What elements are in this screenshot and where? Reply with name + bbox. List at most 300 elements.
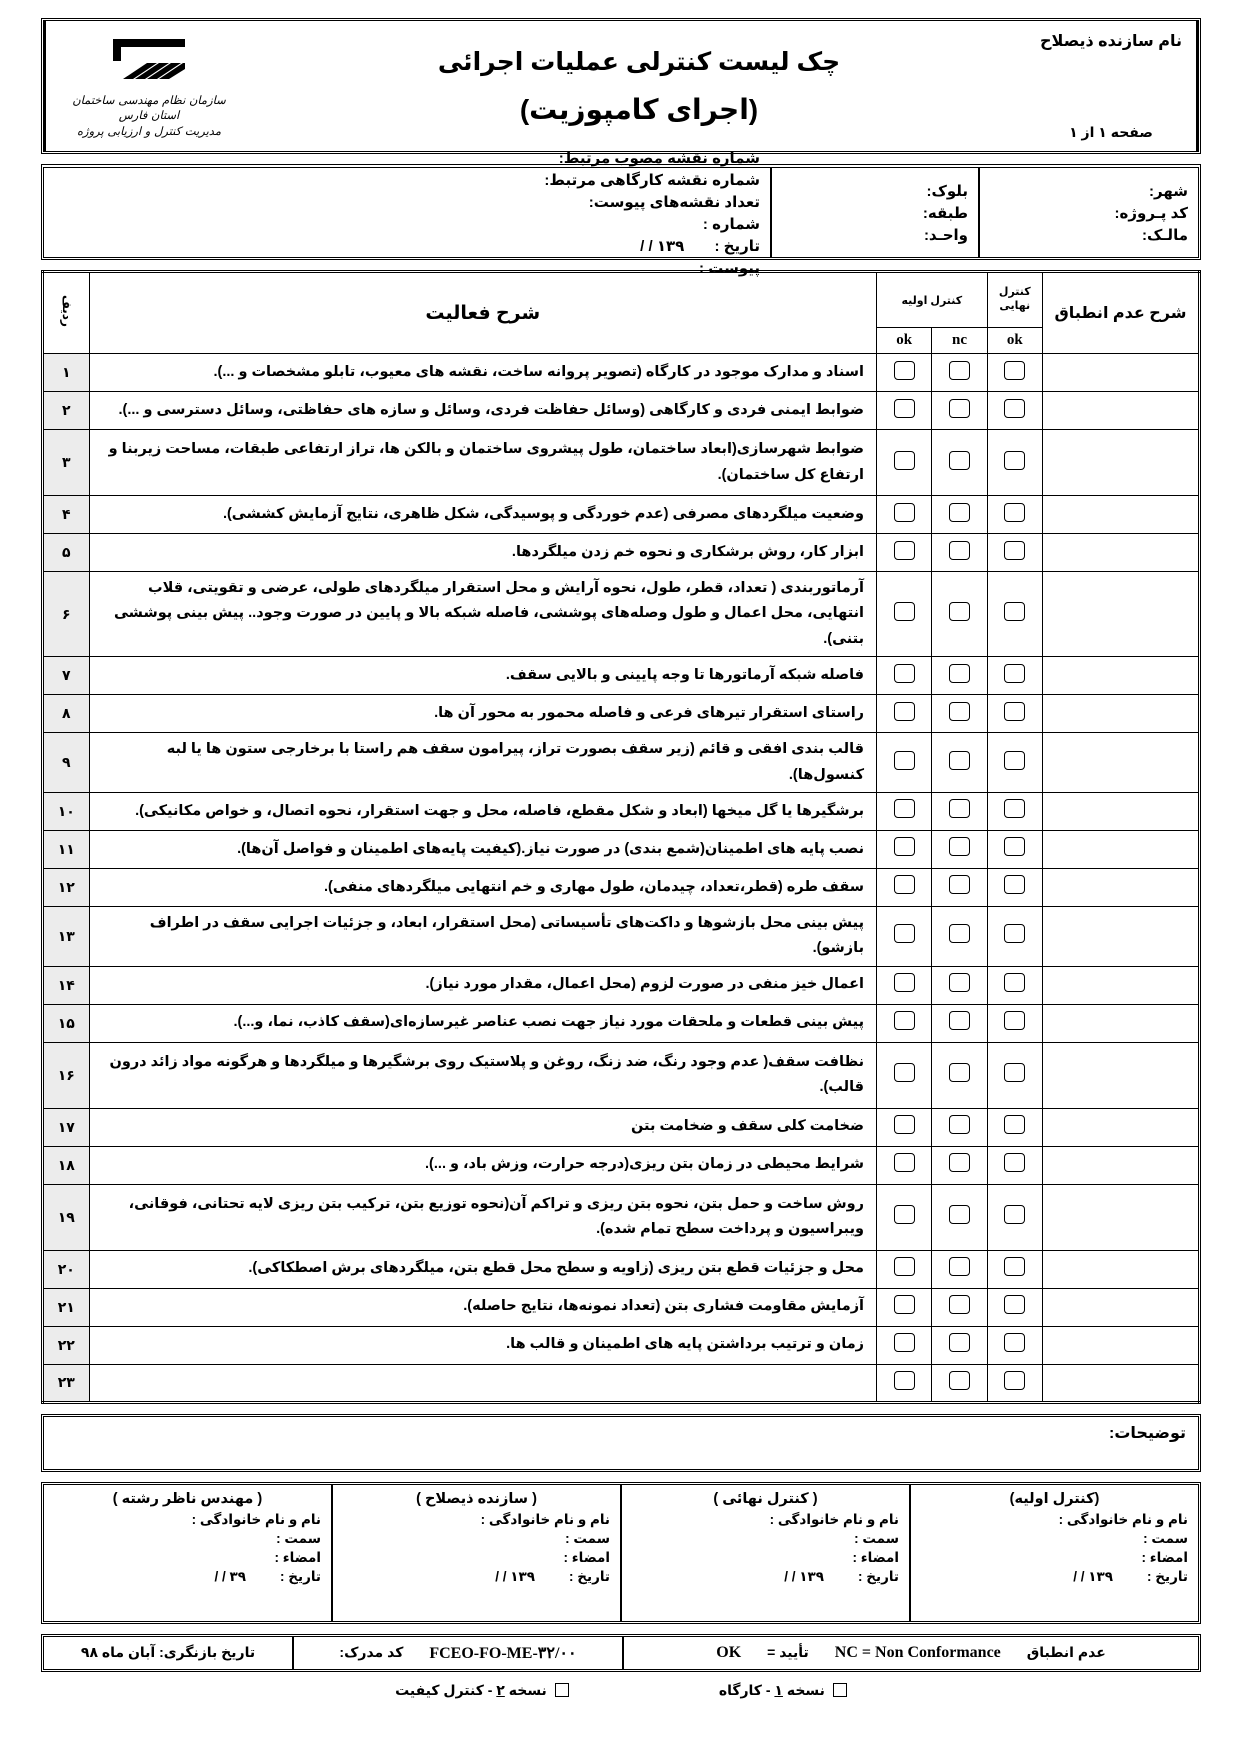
table-row bbox=[43, 906, 1200, 966]
checkbox-initial-ok[interactable] bbox=[894, 875, 915, 894]
checkbox-initial-nc[interactable] bbox=[949, 1333, 970, 1352]
cell-checkbox-initial-nc[interactable] bbox=[932, 392, 987, 430]
checkbox-final-ok[interactable] bbox=[1004, 1153, 1025, 1172]
field-approved-drawing-no[interactable]: شماره نقشه مصوب مرتبط: bbox=[558, 149, 760, 167]
cell-activity-description: شرایط محیطی در زمان بتن ریزی(درجه حرارت، وزش باد، و ...). bbox=[89, 1146, 877, 1184]
checkbox-final-ok[interactable] bbox=[1004, 451, 1025, 470]
cell-activity-description: سقف طره (قطر،تعداد، چیدمان، طول مهاری و خم انتهایی میلگردهای منفی). bbox=[89, 868, 877, 906]
cell-row-number: ۴ bbox=[43, 496, 90, 534]
cell-row-number: ۲۳ bbox=[43, 1364, 90, 1402]
signature-name-field[interactable]: نام و نام خانوادگی : bbox=[1058, 1511, 1188, 1527]
table-row bbox=[43, 1146, 1200, 1184]
checkbox-initial-nc[interactable] bbox=[949, 1295, 970, 1314]
checkbox-initial-nc[interactable] bbox=[949, 799, 970, 818]
cell-checkbox-final-ok[interactable] bbox=[987, 657, 1042, 695]
checkbox-final-ok[interactable] bbox=[1004, 541, 1025, 560]
field-date[interactable] bbox=[54, 237, 760, 255]
legend-document-code bbox=[294, 1637, 624, 1669]
cell-checkbox-initial-nc[interactable] bbox=[932, 1288, 987, 1326]
field-block[interactable]: بلوک: bbox=[926, 182, 968, 200]
cell-row-number: ۱۳ bbox=[43, 906, 90, 966]
checkbox-initial-nc[interactable] bbox=[949, 503, 970, 522]
cell-checkbox-initial-nc[interactable] bbox=[932, 1250, 987, 1288]
table-row bbox=[43, 657, 1200, 695]
checkbox-initial-nc[interactable] bbox=[949, 973, 970, 992]
cell-checkbox-final-ok[interactable] bbox=[987, 966, 1042, 1004]
signature-date-field[interactable] bbox=[632, 1569, 899, 1585]
checkbox-final-ok[interactable] bbox=[1004, 1011, 1025, 1030]
checkbox-initial-ok[interactable] bbox=[894, 664, 915, 683]
cell-checkbox-initial-ok[interactable] bbox=[877, 868, 932, 906]
signature-block bbox=[44, 1485, 333, 1621]
cell-checkbox-initial-ok[interactable] bbox=[877, 392, 932, 430]
cell-checkbox-final-ok[interactable] bbox=[987, 392, 1042, 430]
cell-row-number: ۱۲ bbox=[43, 868, 90, 906]
cell-activity-description: آزمایش مقاومت فشاری بتن (تعداد نمونه‌ها، نتایج حاصله). bbox=[89, 1288, 877, 1326]
notes-section[interactable] bbox=[41, 1414, 1201, 1472]
checkbox-initial-nc[interactable] bbox=[949, 602, 970, 621]
org-line-3: مدیریت کنترل و ارزیابی پروژه bbox=[77, 123, 221, 138]
checkbox-initial-ok[interactable] bbox=[894, 503, 915, 522]
legend-revision-date bbox=[44, 1637, 294, 1669]
page-title: چک لیست کنترلی عملیات اجرائی bbox=[437, 47, 841, 76]
cell-checkbox-initial-nc[interactable] bbox=[932, 1364, 987, 1402]
cell-nonconformance-note[interactable] bbox=[1042, 354, 1199, 392]
cell-nonconformance-note[interactable] bbox=[1042, 792, 1199, 830]
signature-block bbox=[333, 1485, 622, 1621]
checkbox-final-ok[interactable] bbox=[1004, 924, 1025, 943]
signature-role-field[interactable]: سمت : bbox=[854, 1530, 899, 1546]
signature-sign-field[interactable]: امضاء : bbox=[1141, 1549, 1188, 1565]
table-row bbox=[43, 1364, 1200, 1402]
cell-row-number: ۲ bbox=[43, 392, 90, 430]
copy-option[interactable] bbox=[719, 1682, 847, 1699]
document-code-value: FCEO-FO-ME-۳۲/۰۰ bbox=[429, 1644, 577, 1662]
checkbox-initial-ok[interactable] bbox=[894, 1205, 915, 1224]
table-row bbox=[43, 1326, 1200, 1364]
cell-row-number: ۲۲ bbox=[43, 1326, 90, 1364]
table-row bbox=[43, 354, 1200, 392]
cell-checkbox-initial-ok[interactable] bbox=[877, 733, 932, 793]
cell-checkbox-initial-nc[interactable] bbox=[932, 657, 987, 695]
checkbox-initial-ok[interactable] bbox=[894, 451, 915, 470]
cell-nonconformance-note[interactable] bbox=[1042, 1184, 1199, 1250]
signature-date-field[interactable] bbox=[54, 1569, 321, 1585]
document-code-label: کد مدرک: bbox=[339, 1644, 404, 1661]
cell-activity-description: آرماتوربندی ( تعداد، قطر، طول، نحوه آرایش و محل استقرار میلگردهای طولی، عرضی و تقویتی، قلاب انتهایی، محل اعمال و طول وصله‌های پوششی، فاصله شبکه بالا و پایین در صورت وجود.. پیش بینی پوششی بتنی). bbox=[89, 572, 877, 657]
signature-sign-field[interactable]: امضاء : bbox=[563, 1549, 610, 1565]
legend-bar bbox=[41, 1634, 1201, 1672]
checkbox-final-ok[interactable] bbox=[1004, 664, 1025, 683]
org-line-1: سازمان نظام مهندسی ساختمان bbox=[72, 92, 226, 107]
cell-nonconformance-note[interactable] bbox=[1042, 496, 1199, 534]
cell-activity-description: اسناد و مدارک موجود در کارگاه (تصویر پروانه ساخت، نقشه های معیوب، تابلو مشخصات و ...). bbox=[89, 354, 877, 392]
cell-nonconformance-note[interactable] bbox=[1042, 1326, 1199, 1364]
table-row bbox=[43, 1250, 1200, 1288]
cell-checkbox-initial-nc[interactable] bbox=[932, 906, 987, 966]
checkbox-final-ok[interactable] bbox=[1004, 1295, 1025, 1314]
cell-activity-description: نصب پایه های اطمینان(شمع بندی) در صورت نیاز.(کیفیت پایه‌های اطمینان و فواصل آن‌ها). bbox=[89, 830, 877, 868]
checkbox-initial-ok[interactable] bbox=[894, 924, 915, 943]
cell-checkbox-initial-nc[interactable] bbox=[932, 354, 987, 392]
checkbox-final-ok[interactable] bbox=[1004, 1205, 1025, 1224]
checkbox-initial-nc[interactable] bbox=[949, 1115, 970, 1134]
signature-role-field[interactable]: سمت : bbox=[1143, 1530, 1188, 1546]
checkbox-initial-ok[interactable] bbox=[894, 1115, 915, 1134]
signature-name-field[interactable]: نام و نام خانوادگی : bbox=[480, 1511, 610, 1527]
field-shop-drawing-no[interactable]: شماره نقشه کارگاهی مرتبط: bbox=[544, 171, 760, 189]
cell-checkbox-final-ok[interactable] bbox=[987, 868, 1042, 906]
signature-name-field[interactable]: نام و نام خانوادگی : bbox=[769, 1511, 899, 1527]
cell-row-number: ۱۴ bbox=[43, 966, 90, 1004]
header-title-cell bbox=[252, 21, 1026, 151]
checkbox-initial-ok[interactable] bbox=[894, 1063, 915, 1082]
cell-nonconformance-note[interactable] bbox=[1042, 1250, 1199, 1288]
checkbox-final-ok[interactable] bbox=[1004, 799, 1025, 818]
checkbox-initial-ok[interactable] bbox=[894, 973, 915, 992]
checkbox-final-ok[interactable] bbox=[1004, 602, 1025, 621]
checkbox-initial-ok[interactable] bbox=[894, 602, 915, 621]
cell-checkbox-initial-nc[interactable] bbox=[932, 792, 987, 830]
checkbox-initial-nc[interactable] bbox=[949, 1063, 970, 1082]
document-header bbox=[41, 18, 1201, 154]
cell-row-number: ۱۱ bbox=[43, 830, 90, 868]
checkbox-initial-ok[interactable] bbox=[894, 361, 915, 380]
table-row bbox=[43, 792, 1200, 830]
cell-checkbox-final-ok[interactable] bbox=[987, 354, 1042, 392]
signature-caption: ( سازنده ذیصلاح ) bbox=[416, 1490, 537, 1507]
checkbox-initial-ok[interactable] bbox=[894, 541, 915, 560]
cell-checkbox-initial-ok[interactable] bbox=[877, 1250, 932, 1288]
cell-nonconformance-note[interactable] bbox=[1042, 1364, 1199, 1402]
info-column-location bbox=[980, 168, 1198, 257]
cell-checkbox-final-ok[interactable] bbox=[987, 733, 1042, 793]
checkbox-final-ok[interactable] bbox=[1004, 837, 1025, 856]
legend-approve-en: OK bbox=[716, 1643, 742, 1661]
signature-date-value: ۳۹ / / bbox=[214, 1568, 247, 1584]
checkbox-initial-ok[interactable] bbox=[894, 799, 915, 818]
signature-date-field[interactable] bbox=[921, 1569, 1188, 1585]
cell-checkbox-initial-ok[interactable] bbox=[877, 1004, 932, 1042]
cell-checkbox-initial-ok[interactable] bbox=[877, 695, 932, 733]
cell-row-number: ۱۶ bbox=[43, 1042, 90, 1108]
checkbox-initial-ok[interactable] bbox=[894, 751, 915, 770]
cell-nonconformance-note[interactable] bbox=[1042, 430, 1199, 496]
cell-checkbox-initial-nc[interactable] bbox=[932, 534, 987, 572]
checkbox-initial-ok[interactable] bbox=[894, 837, 915, 856]
checkbox-final-ok[interactable] bbox=[1004, 503, 1025, 522]
legend-nonconformance-fa: عدم انطباق bbox=[1026, 1644, 1106, 1661]
field-floor[interactable]: طبقه: bbox=[922, 204, 968, 222]
checkbox-initial-ok[interactable] bbox=[894, 1295, 915, 1314]
cell-checkbox-final-ok[interactable] bbox=[987, 1326, 1042, 1364]
copy-label-prefix: نسخه bbox=[786, 1681, 825, 1698]
cell-checkbox-initial-ok[interactable] bbox=[877, 1146, 932, 1184]
checkbox-initial-ok[interactable] bbox=[894, 399, 915, 418]
copy-label-suffix: - کارگاه bbox=[718, 1681, 771, 1698]
cell-checkbox-initial-ok[interactable] bbox=[877, 906, 932, 966]
checkbox-final-ok[interactable] bbox=[1004, 1333, 1025, 1352]
cell-checkbox-initial-ok[interactable] bbox=[877, 1364, 932, 1402]
table-row bbox=[43, 868, 1200, 906]
checkbox-initial-nc[interactable] bbox=[949, 1011, 970, 1030]
cell-checkbox-final-ok[interactable] bbox=[987, 1042, 1042, 1108]
table-row bbox=[43, 830, 1200, 868]
cell-row-number: ۱ bbox=[43, 354, 90, 392]
checkbox-final-ok[interactable] bbox=[1004, 1115, 1025, 1134]
cell-checkbox-final-ok[interactable] bbox=[987, 1364, 1042, 1402]
copies-row bbox=[41, 1682, 1201, 1699]
cell-activity-description: ضوابط ایمنی فردی و کارگاهی (وسائل حفاظت فردی، وسائل و سازه های حفاظتی، وسائل دسترسی و ...). bbox=[89, 392, 877, 430]
cell-checkbox-initial-nc[interactable] bbox=[932, 1042, 987, 1108]
cell-checkbox-initial-ok[interactable] bbox=[877, 1326, 932, 1364]
cell-checkbox-initial-ok[interactable] bbox=[877, 430, 932, 496]
checkbox-initial-ok[interactable] bbox=[894, 1257, 915, 1276]
cell-activity-description: ضوابط شهرسازی(ابعاد ساختمان، طول پیشروی ساختمان و بالکن ها، تراز ارتفاعی طبقات، مساحت زیربنا و ارتفاع کل ساختمان). bbox=[89, 430, 877, 496]
cell-checkbox-final-ok[interactable] bbox=[987, 534, 1042, 572]
cell-checkbox-initial-nc[interactable] bbox=[932, 1184, 987, 1250]
cell-checkbox-initial-nc[interactable] bbox=[932, 966, 987, 1004]
checkbox-initial-ok[interactable] bbox=[894, 702, 915, 721]
cell-checkbox-initial-ok[interactable] bbox=[877, 496, 932, 534]
cell-nonconformance-note[interactable] bbox=[1042, 966, 1199, 1004]
organization-name bbox=[72, 93, 226, 140]
cell-checkbox-final-ok[interactable] bbox=[987, 1146, 1042, 1184]
cell-checkbox-initial-ok[interactable] bbox=[877, 1184, 932, 1250]
cell-checkbox-final-ok[interactable] bbox=[987, 906, 1042, 966]
checkbox-initial-nc[interactable] bbox=[949, 664, 970, 683]
cell-checkbox-initial-ok[interactable] bbox=[877, 657, 932, 695]
checkbox-initial-ok[interactable] bbox=[894, 1011, 915, 1030]
table-row bbox=[43, 496, 1200, 534]
signature-block bbox=[622, 1485, 911, 1621]
signature-date-label: تاریخ : bbox=[569, 1568, 610, 1584]
cell-row-number: ۱۸ bbox=[43, 1146, 90, 1184]
signature-role-field[interactable]: سمت : bbox=[276, 1530, 321, 1546]
field-owner[interactable]: مالـک: bbox=[1141, 226, 1188, 244]
cell-nonconformance-note[interactable] bbox=[1042, 868, 1199, 906]
checkbox-initial-nc[interactable] bbox=[949, 1371, 970, 1390]
table-row bbox=[43, 572, 1200, 657]
copy-label bbox=[395, 1682, 547, 1699]
cell-checkbox-final-ok[interactable] bbox=[987, 430, 1042, 496]
checkbox-initial-ok[interactable] bbox=[894, 1371, 915, 1390]
checkbox-initial-nc[interactable] bbox=[949, 451, 970, 470]
checkbox-initial-nc[interactable] bbox=[949, 1205, 970, 1224]
cell-checkbox-initial-nc[interactable] bbox=[932, 1108, 987, 1146]
cell-activity-description: قالب بندی افقی و قائم (زیر سقف بصورت تراز، پیرامون سقف هم راستا با برخارجی ستون ها یا لبه کنسول‌ها). bbox=[89, 733, 877, 793]
table-row bbox=[43, 1004, 1200, 1042]
signature-name-field[interactable]: نام و نام خانوادگی : bbox=[191, 1511, 321, 1527]
cell-row-number: ۵ bbox=[43, 534, 90, 572]
header-logo-cell bbox=[44, 21, 252, 151]
field-attached-drawings-count[interactable]: تعداد نقشه‌های پیوست: bbox=[588, 193, 760, 211]
cell-nonconformance-note[interactable] bbox=[1042, 657, 1199, 695]
field-city[interactable]: شهر: bbox=[1149, 182, 1188, 200]
cell-row-number: ۹ bbox=[43, 733, 90, 793]
cell-nonconformance-note[interactable] bbox=[1042, 1004, 1199, 1042]
maker-name-label: نام سازنده ذیصلاح bbox=[1040, 33, 1182, 50]
cell-nonconformance-note[interactable] bbox=[1042, 830, 1199, 868]
cell-checkbox-initial-ok[interactable] bbox=[877, 792, 932, 830]
cell-activity-description: فاصله شبکه آرماتورها تا وجه پایینی و بالایی سقف. bbox=[89, 657, 877, 695]
checkbox-final-ok[interactable] bbox=[1004, 1063, 1025, 1082]
cell-row-number: ۲۱ bbox=[43, 1288, 90, 1326]
field-number[interactable]: شماره : bbox=[702, 215, 760, 233]
checkbox-final-ok[interactable] bbox=[1004, 399, 1025, 418]
checkbox-initial-nc[interactable] bbox=[949, 1153, 970, 1172]
signature-sign-field[interactable]: امضاء : bbox=[852, 1549, 899, 1565]
cell-checkbox-final-ok[interactable] bbox=[987, 792, 1042, 830]
field-attachment[interactable]: پیوست : bbox=[699, 259, 760, 277]
notes-label: توضیحات: bbox=[1109, 1424, 1186, 1442]
table-row bbox=[43, 534, 1200, 572]
cell-nonconformance-note[interactable] bbox=[1042, 1146, 1199, 1184]
cell-activity-description: محل و جزئیات قطع بتن ریزی (زاویه و سطح محل قطع بتن، میلگردهای برش اصطکاکی). bbox=[89, 1250, 877, 1288]
checkbox-initial-nc[interactable] bbox=[949, 924, 970, 943]
copy-checkbox[interactable] bbox=[833, 1683, 847, 1697]
th-final-control-line1: کنترل bbox=[998, 286, 1031, 299]
cell-checkbox-initial-ok[interactable] bbox=[877, 534, 932, 572]
cell-checkbox-initial-nc[interactable] bbox=[932, 1004, 987, 1042]
cell-nonconformance-note[interactable] bbox=[1042, 534, 1199, 572]
signature-block bbox=[911, 1485, 1198, 1621]
cell-checkbox-final-ok[interactable] bbox=[987, 1108, 1042, 1146]
checkbox-initial-nc[interactable] bbox=[949, 702, 970, 721]
checkbox-final-ok[interactable] bbox=[1004, 751, 1025, 770]
cell-checkbox-final-ok[interactable] bbox=[987, 1250, 1042, 1288]
table-body bbox=[43, 354, 1200, 1403]
table-row bbox=[43, 1108, 1200, 1146]
checkbox-final-ok[interactable] bbox=[1004, 973, 1025, 992]
signature-sign-field[interactable]: امضاء : bbox=[274, 1549, 321, 1565]
field-unit[interactable]: واحـد: bbox=[923, 226, 968, 244]
cell-nonconformance-note[interactable] bbox=[1042, 1108, 1199, 1146]
checkbox-final-ok[interactable] bbox=[1004, 702, 1025, 721]
signature-section bbox=[41, 1482, 1201, 1624]
cell-activity-description bbox=[89, 1364, 877, 1402]
table-row bbox=[43, 1042, 1200, 1108]
cell-checkbox-initial-ok[interactable] bbox=[877, 830, 932, 868]
cell-checkbox-initial-ok[interactable] bbox=[877, 354, 932, 392]
cell-row-number: ۱۰ bbox=[43, 792, 90, 830]
cell-checkbox-initial-nc[interactable] bbox=[932, 830, 987, 868]
checkbox-initial-nc[interactable] bbox=[949, 751, 970, 770]
checkbox-initial-nc[interactable] bbox=[949, 361, 970, 380]
checkbox-final-ok[interactable] bbox=[1004, 1257, 1025, 1276]
page-subtitle: (اجرای کامپوزیت) bbox=[519, 93, 759, 125]
cell-checkbox-initial-nc[interactable] bbox=[932, 496, 987, 534]
info-subcolumn-drawing-numbers bbox=[435, 149, 760, 211]
cell-checkbox-final-ok[interactable] bbox=[987, 496, 1042, 534]
table-row bbox=[43, 1184, 1200, 1250]
checkbox-final-ok[interactable] bbox=[1004, 1371, 1025, 1390]
checkbox-final-ok[interactable] bbox=[1004, 875, 1025, 894]
cell-activity-description: پیش بینی محل بازشوها و داکت‌های تأسیساتی (محل استقرار، ابعاد، و جزئیات اجرایی سقف در اطراف بازشو). bbox=[89, 906, 877, 966]
cell-nonconformance-note[interactable] bbox=[1042, 906, 1199, 966]
copy-option[interactable] bbox=[395, 1682, 569, 1699]
info-column-drawings bbox=[44, 149, 772, 277]
checkbox-initial-nc[interactable] bbox=[949, 1257, 970, 1276]
cell-activity-description: ضخامت کلی سقف و ضخامت بتن bbox=[89, 1108, 877, 1146]
cell-checkbox-final-ok[interactable] bbox=[987, 1184, 1042, 1250]
signature-date-value: ۱۳۹ / / bbox=[495, 1568, 536, 1584]
field-project-code[interactable]: کد پـروژه: bbox=[1114, 204, 1188, 222]
signature-caption: ( کنترل نهائی ) bbox=[713, 1490, 818, 1507]
copy-label-suffix: - کنترل کیفیت bbox=[395, 1681, 493, 1698]
checkbox-initial-nc[interactable] bbox=[949, 541, 970, 560]
cell-checkbox-initial-nc[interactable] bbox=[932, 1146, 987, 1184]
copy-number: ۲ bbox=[496, 1681, 505, 1698]
cell-nonconformance-note[interactable] bbox=[1042, 572, 1199, 657]
cell-checkbox-initial-ok[interactable] bbox=[877, 966, 932, 1004]
cell-activity-description: پیش بینی قطعات و ملحقات مورد نیاز جهت نصب عناصر غیرسازه‌ای(سقف کاذب، نما، و...). bbox=[89, 1004, 877, 1042]
cell-activity-description: اعمال خیز منفی در صورت لزوم (محل اعمال، مقدار مورد نیاز). bbox=[89, 966, 877, 1004]
copy-number: ۱ bbox=[774, 1681, 783, 1698]
cell-checkbox-initial-ok[interactable] bbox=[877, 1042, 932, 1108]
th-initial-ok: ok bbox=[877, 328, 932, 354]
table-row bbox=[43, 430, 1200, 496]
cell-checkbox-final-ok[interactable] bbox=[987, 572, 1042, 657]
signature-date-field[interactable] bbox=[343, 1569, 610, 1585]
checkbox-initial-nc[interactable] bbox=[949, 837, 970, 856]
cell-row-number: ۱۷ bbox=[43, 1108, 90, 1146]
cell-row-number: ۷ bbox=[43, 657, 90, 695]
cell-checkbox-initial-ok[interactable] bbox=[877, 1108, 932, 1146]
cell-nonconformance-note[interactable] bbox=[1042, 1042, 1199, 1108]
checkbox-initial-ok[interactable] bbox=[894, 1333, 915, 1352]
field-date-label: تاریخ : bbox=[714, 237, 760, 255]
field-date-value: ۱۳۹ / / bbox=[640, 237, 685, 255]
checkbox-initial-nc[interactable] bbox=[949, 875, 970, 894]
th-initial-control: کنترل اولیه bbox=[877, 272, 988, 328]
cell-checkbox-initial-ok[interactable] bbox=[877, 1288, 932, 1326]
copy-checkbox[interactable] bbox=[555, 1683, 569, 1697]
checkbox-final-ok[interactable] bbox=[1004, 361, 1025, 380]
cell-nonconformance-note[interactable] bbox=[1042, 1288, 1199, 1326]
cell-row-number: ۲۰ bbox=[43, 1250, 90, 1288]
checkbox-initial-nc[interactable] bbox=[949, 399, 970, 418]
cell-checkbox-final-ok[interactable] bbox=[987, 830, 1042, 868]
cell-nonconformance-note[interactable] bbox=[1042, 392, 1199, 430]
th-final-control bbox=[987, 272, 1042, 328]
cell-checkbox-final-ok[interactable] bbox=[987, 1288, 1042, 1326]
cell-checkbox-final-ok[interactable] bbox=[987, 1004, 1042, 1042]
table-row bbox=[43, 1288, 1200, 1326]
cell-checkbox-final-ok[interactable] bbox=[987, 695, 1042, 733]
cell-nonconformance-note[interactable] bbox=[1042, 695, 1199, 733]
cell-checkbox-initial-nc[interactable] bbox=[932, 430, 987, 496]
org-line-2: استان فارس bbox=[118, 108, 180, 123]
info-column-block bbox=[772, 168, 980, 257]
signature-role-field[interactable]: سمت : bbox=[565, 1530, 610, 1546]
cell-checkbox-initial-nc[interactable] bbox=[932, 733, 987, 793]
cell-checkbox-initial-nc[interactable] bbox=[932, 1326, 987, 1364]
cell-row-number: ۸ bbox=[43, 695, 90, 733]
copy-label-prefix: نسخه bbox=[508, 1681, 547, 1698]
cell-row-number: ۳ bbox=[43, 430, 90, 496]
th-initial-nc: nc bbox=[932, 328, 987, 354]
checkbox-initial-ok[interactable] bbox=[894, 1153, 915, 1172]
cell-nonconformance-note[interactable] bbox=[1042, 733, 1199, 793]
signature-date-label: تاریخ : bbox=[858, 1568, 899, 1584]
cell-checkbox-initial-ok[interactable] bbox=[877, 572, 932, 657]
th-row-number: ردیف bbox=[43, 272, 90, 354]
cell-checkbox-initial-nc[interactable] bbox=[932, 868, 987, 906]
cell-checkbox-initial-nc[interactable] bbox=[932, 572, 987, 657]
cell-checkbox-initial-nc[interactable] bbox=[932, 695, 987, 733]
table-row bbox=[43, 695, 1200, 733]
